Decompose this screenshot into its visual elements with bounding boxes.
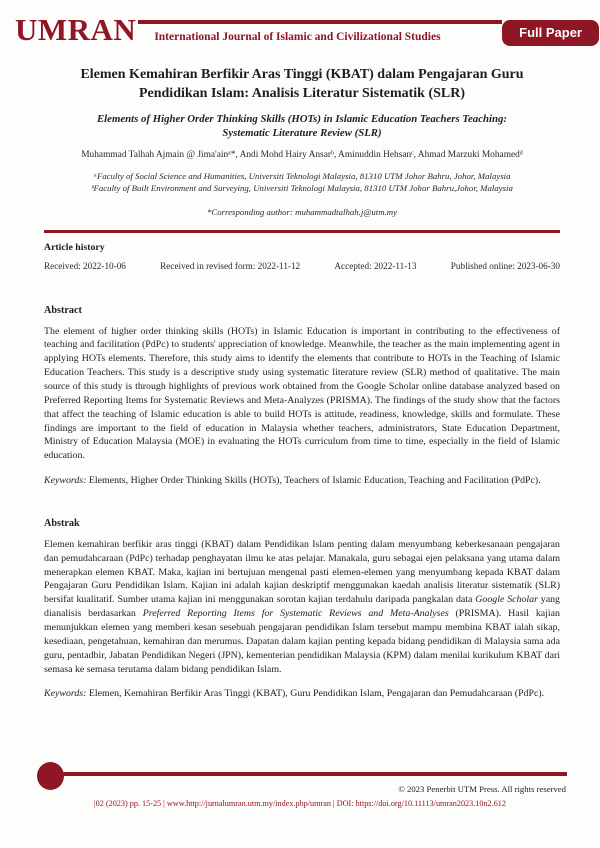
full-paper-badge: Full Paper — [502, 20, 599, 46]
abstrak-keywords-label: Keywords: — [44, 688, 87, 700]
header-divider-rule — [44, 230, 560, 233]
keywords-label: Keywords: — [44, 475, 87, 487]
footer-rule — [50, 772, 567, 776]
footer-dot-ornament — [37, 762, 64, 790]
umran-logo: UMRAN — [15, 12, 137, 47]
abstrak-text-1: Elemen kemahiran berfikir aras tinggi (KBAT) dalam Pendidikan Islam penting dalam menyumbang keberkesanaan pengajaran dan pemudahcaraan (PdPc) terhadap penghayatan ilmu ke atas pelajar. Manakala, guru sebagai ejen pelaksana yang utama dalam menerapkan elemen KBAT. Maka, kajian ini bertujuan mengenal pasti elemen-elemen yang menyumbang kepada KBAT dalam Pengajaran Guru Pendidikan Islam. Kajian ini adalah kajian deskriptif menggunakan kaedah analisis literatur sistematik (SLR) bersifat kualitatif. Sumber utama kajian ini menggunakan sorotan kajian terdahulu daripada pangkalan data — [44, 538, 560, 606]
keywords-text: Elements, Higher Order Thinking Skills (HOTs), Teachers of Islamic Education, Teaching and Facilitation (PdPc). — [86, 475, 541, 487]
abstract-body: The element of higher order thinking skills (HOTs) in Islamic Education is important in contributing to the effectiveness of teaching and facilitation (PdPc) to students' appreciation of knowledge. Meanwhile, the teacher as the main implementing agent in applying HOTs elements. Therefore, this study aims to identify the elements that contribute to HOTs in the Teaching of Islamic Education Teachers. This study is a descriptive study using systematic literature review (SLR) method of qualitative. The main source of this study is through highlights of previous work obtained from the Google Scholar online database analyzed based on Preferred Reporting Items for Systematic Reviews and Meta-Analyzes (PRISMA). The findings of the study show that the factors that affect the teaching of Islamic education is able to build HOTs is attitude, readiness, knowledge, skills and formulate. These findings are important to the field of education in Malaysia whether teachers, administrators, State Education Department, Ministry of Education Malaysia (MOE) in evaluating the HOTs curriculum from time to time, especially in the field of Islamic education. — [44, 325, 560, 462]
accepted-date: Accepted: 2022-11-13 — [334, 260, 417, 271]
abstract-heading: Abstract — [44, 304, 82, 316]
abstrak-keywords — [44, 687, 560, 701]
article-title-malay: Elemen Kemahiran Berfikir Aras Tinggi (KBAT) dalam Pengajaran Guru Pendidikan Islam: Analisis Literatur Sistematik (SLR) — [80, 67, 524, 101]
article-content — [44, 48, 560, 701]
affiliation-a: ᵃFaculty of Social Science and Humanities, Universiti Teknologi Malaysia, 81310 UTM Johor Bahru, Johor, Malaysia — [93, 170, 511, 181]
citation-doi-line: |02 (2023) pp. 15-25 | www.http://jurnalumran.utm.my/index.php/umran | DOI: https://doi.org/10.11113/umran2023.10n2.612 — [94, 799, 506, 808]
copyright-notice: © 2023 Penerbit UTM Press. All rights reserved — [398, 784, 566, 794]
published-date: Published online: 2023-06-30 — [450, 260, 560, 271]
authors-line: Muhammad Talhah Ajmain @ Jima'ainᵃ*, Andi Mohd Hairy Ansarᵇ, Aminuddin Hehsanᶜ, Ahmad Marzuki Mohamedᵈ — [81, 149, 523, 160]
article-history-heading: Article history — [44, 241, 105, 253]
revised-date: Received in revised form: 2022-11-12 — [160, 260, 301, 271]
journal-name: International Journal of Islamic and Civilizational Studies — [154, 31, 441, 43]
abstrak-body — [44, 538, 560, 677]
abstrak-keywords-text: Elemen, Kemahiran Berfikir Aras Tinggi (KBAT), Guru Pendidikan Islam, Pengajaran dan Pemudahcaraan (PdPc). — [86, 688, 545, 700]
journal-header — [15, 14, 600, 47]
abstract-keywords — [44, 474, 560, 488]
header-rule — [138, 20, 502, 43]
affiliations-block — [44, 171, 560, 195]
abstrak-text-2: yang dianalisis berdasarkan — [44, 594, 560, 620]
corresponding-author: *Corresponding author: muhammadtalhah.j@utm.my — [206, 206, 398, 217]
abstrak-text-3: (PRISMA). Hasil kajian menunjukkan elemen yang memberi kesan sesebuah pengajaran pendidikan Islam tersebut mampu membina KBAT ialah sikap, kesediaan, pengetahuan, kemahiran dan merumus. Dapatan dalam kajian penting kepada bidang pendidikan di Malaysia sama ada guru, pentadbir, Jabatan Pendidikan Negeri (JPN), kementerian pendidikan Malaysia (KPM) dalam menilai kurikulum KBAT dari semasa ke semasa terutama dalam bidang pendidikan Islam. — [44, 608, 560, 675]
abstrak-italic-google-scholar: Google Scholar — [475, 594, 538, 606]
affiliation-b: ᵇFaculty of Built Environment and Surveying, Universiti Teknologi Malaysia, 81310 UTM Johor Bahru,Johor, Malaysia — [91, 182, 513, 193]
abstrak-heading: Abstrak — [44, 517, 80, 529]
received-date: Received: 2022-10-06 — [44, 260, 126, 271]
article-title-english: Elements of Higher Order Thinking Skills (HOTs) in Islamic Education Teachers Teaching: Systematic Literature Review (SLR) — [96, 112, 508, 139]
abstrak-italic-prisma: Preferred Reporting Items for Systematic Reviews and Meta-Analyses — [142, 608, 449, 620]
article-history-dates — [44, 261, 560, 271]
